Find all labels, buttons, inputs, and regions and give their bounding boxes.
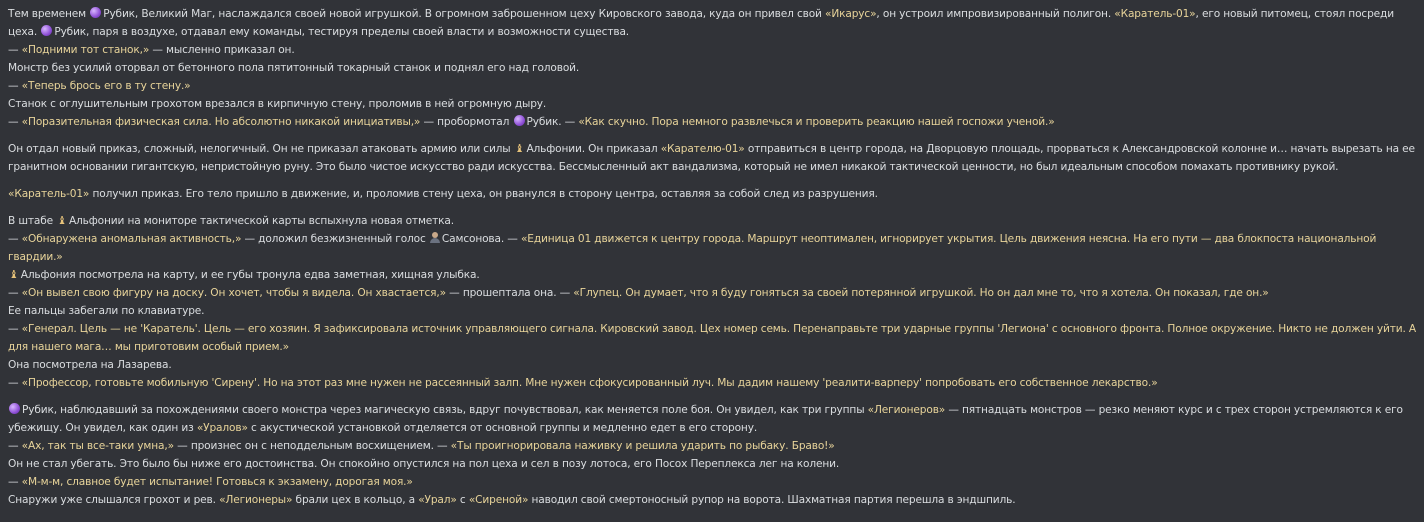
paragraph-gap	[8, 203, 1416, 212]
narration-text: —	[8, 476, 22, 488]
quote-text: «Легионеры»	[219, 494, 293, 506]
quote-text: «Уралов»	[196, 422, 248, 434]
chess-piece-icon: ♝	[9, 268, 19, 281]
narration-text: Рубик. —	[526, 116, 579, 128]
purple-orb-icon	[41, 25, 52, 36]
quote-text: «Карателю-01»	[660, 143, 745, 155]
paragraph	[8, 140, 1416, 176]
narration-text: Снаружи уже слышался грохот и рев.	[8, 494, 220, 506]
narration-text: Он отдал новый приказ, сложный, нелогичный. Он не приказал атаковать армию или силы	[8, 143, 514, 155]
text-line	[8, 185, 1416, 203]
narration-text: , он устроил импровизированный полигон.	[876, 8, 1115, 20]
text-line	[8, 266, 1416, 284]
paragraph	[8, 212, 1416, 392]
quote-text: «Как скучно. Пора немного развлечься и проверить реакцию нашей госпожи ученой.»	[578, 116, 1055, 128]
narration-text: Ее пальцы забегали по клавиатуре.	[8, 305, 205, 317]
paragraph-gap	[8, 131, 1416, 140]
narration-text: — произнес он с неподдельным восхищением. —	[173, 440, 451, 452]
text-line	[8, 59, 1416, 77]
quote-text: «Каратель-01»	[1114, 8, 1196, 20]
text-line	[8, 302, 1416, 320]
narration-text: Самсонова. —	[441, 233, 521, 245]
text-line	[8, 212, 1416, 230]
text-line	[8, 356, 1416, 374]
text-line	[8, 77, 1416, 95]
narration-text: Альфонии на мониторе тактической карты вспыхнула новая отметка.	[68, 215, 454, 227]
text-line	[8, 140, 1416, 176]
narration-text: —	[8, 287, 22, 299]
text-line	[8, 401, 1416, 437]
quote-text: «Икарус»	[825, 8, 877, 20]
narration-text: — доложил безжизненный голос	[241, 233, 429, 245]
narration-text: , его новый питомец, стоял посреди цеха.	[8, 8, 1394, 38]
narration-text: с	[456, 494, 469, 506]
narration-text: Он не стал убегать. Это было бы ниже его достоинства. Он спокойно опустился на пол цеха и сел в позу лотоса, его Посох Переплекса лег на колени.	[8, 458, 840, 470]
quote-text: «Легионеров»	[867, 404, 946, 416]
narration-text: Монстр без усилий оторвал от бетонного пола пятитонный токарный станок и поднял его над головой.	[8, 62, 580, 74]
narration-text: — пробормотал	[420, 116, 513, 128]
narration-text: —	[8, 44, 22, 56]
paragraph	[8, 185, 1416, 203]
quote-text: «Урал»	[418, 494, 457, 506]
quote-text: «Подними тот станок,»	[21, 44, 150, 56]
narration-text: — прошептала она. —	[445, 287, 574, 299]
purple-orb-icon	[9, 403, 20, 414]
chess-piece-icon: ♝	[514, 142, 525, 155]
narration-text: —	[8, 440, 22, 452]
text-line	[8, 41, 1416, 59]
narration-text: Рубик, паря в воздухе, отдавал ему команды, тестируя пределы своей власти и возможности существа.	[54, 26, 630, 38]
text-line	[8, 5, 1416, 41]
text-line	[8, 491, 1416, 509]
paragraph-gap	[8, 176, 1416, 185]
text-line	[8, 320, 1416, 356]
quote-text: «Сиреной»	[468, 494, 529, 506]
text-line	[8, 284, 1416, 302]
narration-text: —	[8, 377, 22, 389]
narration-text: — мысленно приказал он.	[149, 44, 295, 56]
narration-text: Альфония посмотрела на карту, и ее губы тронула едва заметная, хищная улыбка.	[20, 269, 480, 281]
quote-text: «Ты проигнорировала наживку и решила ударить по рыбаку. Браво!»	[450, 440, 835, 452]
quote-text: «Каратель-01»	[8, 188, 90, 200]
narration-text: Тем временем	[8, 8, 90, 20]
text-line	[8, 455, 1416, 473]
narration-text: отправиться в центр города, на Дворцовую площадь, прорваться к Александровской колонне и… начать вырезать на ее гранитном основании гигантскую, непристойную руну. Это было чистое искусство ради искусства. Бессмысленный акт вандализма, который не имел никакой тактической ценности, но был идеальным способом помахать противнику рукой.	[8, 143, 1415, 173]
narration-text: Станок с оглушительным грохотом врезался в кирпичную стену, проломив в ней огромную дыру.	[8, 98, 547, 110]
narration-text: брали цех в кольцо, а	[292, 494, 419, 506]
quote-text: «Генерал. Цель — не 'Каратель'. Цель — его хозяин. Я зафиксировала источник управляющего сигнала. Кировский завод. Цех номер семь. Перенаправьте три ударные группы 'Легиона' с основного фронта. Полное окружение. Никто не должен уйти. А для нашего мага… мы приготовим особый прием.»	[8, 323, 1416, 353]
narration-text: наводил свой смертоносный рупор на ворота. Шахматная партия перешла в эндшпиль.	[528, 494, 1016, 506]
narration-text: Она посмотрела на Лазарева.	[8, 359, 172, 371]
narration-text: получил приказ. Его тело пришло в движение, и, проломив стену цеха, он рванулся в сторону центра, оставляя за собой след из разрушения.	[89, 188, 878, 200]
purple-orb-icon	[514, 115, 525, 126]
quote-text: «Он вывел свою фигуру на доску. Он хочет, чтобы я видела. Он хвастается,»	[21, 287, 446, 299]
narration-text: —	[8, 233, 22, 245]
quote-text: «Обнаружена аномальная активность,»	[21, 233, 242, 245]
narration-text: В штабе	[8, 215, 57, 227]
narration-text: —	[8, 80, 22, 92]
text-line	[8, 473, 1416, 491]
person-icon	[430, 232, 440, 243]
quote-text: «М-м-м, славное будет испытание! Готовься к экзамену, дорогая моя.»	[21, 476, 413, 488]
narration-text: Альфонии. Он приказал	[526, 143, 661, 155]
paragraph	[8, 5, 1416, 131]
narration-text: Рубик, Великий Маг, наслаждался своей новой игрушкой. В огромном заброшенном цеху Кировского завода, куда он привел свой	[103, 8, 826, 20]
quote-text: «Поразительная физическая сила. Но абсолютно никакой инициативы,»	[21, 116, 421, 128]
quote-text: «Глупец. Он думает, что я буду гоняться за своей потерянной игрушкой. Но он дал мне то, что я хотела. Он показал, где он.»	[573, 287, 1269, 299]
quote-text: «Единица 01 движется к центру города. Маршрут неоптимален, игнорирует укрытия. Цель движения неясна. На его пути — два блокпоста национальной гвардии.»	[8, 233, 1377, 263]
narration-text: — пятнадцать монстров — резко меняют курс и с трех сторон устремляются к его убежищу. Он увидел, как один из	[8, 404, 1403, 434]
narration-text: —	[8, 116, 22, 128]
paragraph-gap	[8, 392, 1416, 401]
narration-text: с акустической установкой отделяется от основной группы и медленно едет в его сторону.	[247, 422, 758, 434]
narration-text: Рубик, наблюдавший за похождениями своего монстра через магическую связь, вдруг почувствовал, как меняется поле боя. Он увидел, как три группы	[22, 404, 868, 416]
text-line	[8, 95, 1416, 113]
narration-text: —	[8, 323, 22, 335]
paragraph	[8, 401, 1416, 509]
quote-text: «Теперь брось его в ту стену.»	[21, 80, 191, 92]
text-line	[8, 437, 1416, 455]
quote-text: «Профессор, готовьте мобильную 'Сирену'. Но на этот раз мне нужен не рассеянный залп. Мне нужен сфокусированный луч. Мы дадим нашему 'реалити-варперу' попробовать его собственное лекарство.»	[21, 377, 1158, 389]
text-line	[8, 230, 1416, 266]
purple-orb-icon	[90, 7, 101, 18]
text-line	[8, 113, 1416, 131]
quote-text: «Ах, так ты все-таки умна,»	[21, 440, 174, 452]
text-line	[8, 374, 1416, 392]
chess-piece-icon: ♝	[57, 214, 67, 227]
